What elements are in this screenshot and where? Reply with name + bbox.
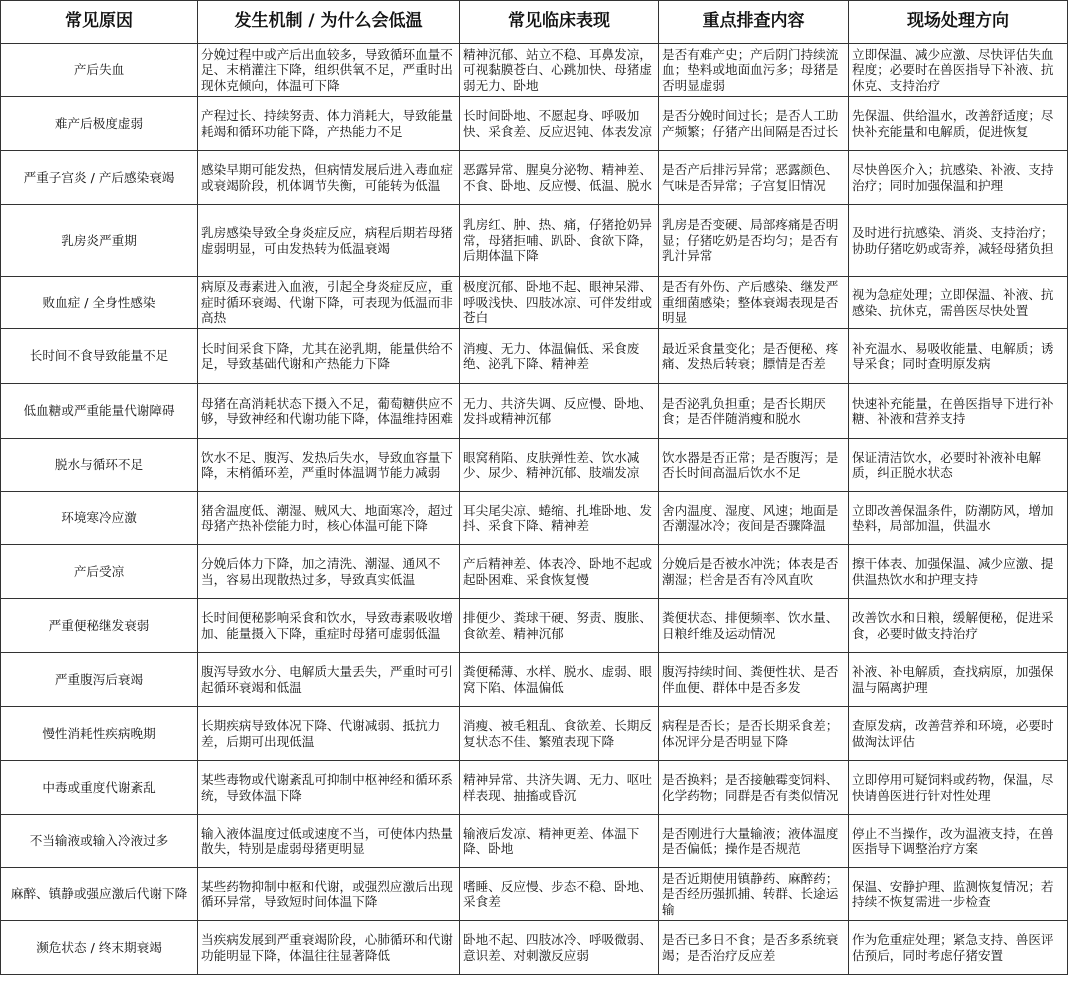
- cause-cell: 败血症 / 全身性感染: [1, 277, 198, 329]
- table-cell: 立即保温、减少应激、尽快评估失血程度；必要时在兽医指导下补液、抗休克、支持治疗: [849, 44, 1068, 97]
- table-cell: 消瘦、被毛粗乱、食欲差、长期反复状态不佳、繁殖表现下降: [460, 707, 659, 761]
- table-cell: 快速补充能量，在兽医指导下进行补糖、补液和营养支持: [849, 384, 1068, 439]
- table-row: [1, 384, 1068, 439]
- table-cell: 产程过长、持续努责、体力消耗大，导致能量耗竭和循环功能下降，产热能力不足: [198, 97, 460, 151]
- table-cell: 乳房红、肿、热、痛，仔猪抢奶异常，母猪拒哺、趴卧、食欲下降，后期体温下降: [460, 205, 659, 277]
- table-cell: 分娩后体力下降，加之清洗、潮湿、通风不当，容易出现散热过多，导致真实低温: [198, 545, 460, 599]
- table-cell: 极度沉郁、卧地不起、眼神呆滞、呼吸浅快、四肢冰凉、可伴发绀或苍白: [460, 277, 659, 329]
- column-header: 发生机制 / 为什么会低温: [198, 1, 460, 44]
- table-cell: 是否有难产史；产后阴门持续流血；垫料或地面血污多；母猪是否明显虚弱: [659, 44, 849, 97]
- cause-cell: 难产后极度虚弱: [1, 97, 198, 151]
- table-row: [1, 205, 1068, 277]
- table-cell: 卧地不起、四肢冰冷、呼吸微弱、意识差、对刺激反应弱: [460, 921, 659, 975]
- table-cell: 最近采食量变化；是否便秘、疼痛、发热后转衰；膘情是否差: [659, 329, 849, 384]
- table-cell: 立即改善保温条件，防潮防风，增加垫料，局部加温，供温水: [849, 492, 1068, 545]
- cause-cell: 脱水与循环不足: [1, 439, 198, 492]
- table-cell: 精神沉郁、站立不稳、耳鼻发凉，可视黏膜苍白、心跳加快、母猪虚弱无力、卧地: [460, 44, 659, 97]
- cause-cell: 严重子宫炎 / 产后感染衰竭: [1, 151, 198, 205]
- table-cell: 当疾病发展到严重衰竭阶段，心肺循环和代谢功能明显下降，体温往往显著降低: [198, 921, 460, 975]
- table-row: [1, 277, 1068, 329]
- table-cell: 病程是否长；是否长期采食差；体况评分是否明显下降: [659, 707, 849, 761]
- cause-cell: 严重便秘继发衰弱: [1, 599, 198, 653]
- table-cell: 及时进行抗感染、消炎、支持治疗；协助仔猪吃奶或寄养，减轻母猪负担: [849, 205, 1068, 277]
- table-row: [1, 815, 1068, 868]
- cause-cell: 濒危状态 / 终末期衰竭: [1, 921, 198, 975]
- cause-cell: 不当输液或输入冷液过多: [1, 815, 198, 868]
- table-cell: 查原发病，改善营养和环境，必要时做淘汰评估: [849, 707, 1068, 761]
- table-cell: 是否分娩时间过长；是否人工助产频繁；仔猪产出间隔是否过长: [659, 97, 849, 151]
- cause-cell: 乳房炎严重期: [1, 205, 198, 277]
- table-cell: 补充温水、易吸收能量、电解质；诱导采食；同时查明原发病: [849, 329, 1068, 384]
- table-cell: 视为急症处理；立即保温、补液、抗感染、抗休克，需兽医尽快处置: [849, 277, 1068, 329]
- table-cell: 饮水器是否正常；是否腹泻；是否长时间高温后饮水不足: [659, 439, 849, 492]
- table-cell: 分娩后是否被水冲洗；体表是否潮湿；栏舍是否有冷风直吹: [659, 545, 849, 599]
- cause-cell: 环境寒冷应激: [1, 492, 198, 545]
- table-cell: 分娩过程中或产后出血较多，导致循环血量不足、末梢灌注下降，组织供氧不足，严重时出现休克倾向，体温可下降: [198, 44, 460, 97]
- table-cell: 感染早期可能发热，但病情发展后进入毒血症或衰竭阶段，机体调节失衡，可能转为低温: [198, 151, 460, 205]
- table-cell: 长期疾病导致体况下降、代谢减弱、抵抗力差，后期可出现低温: [198, 707, 460, 761]
- table-cell: 某些毒物或代谢紊乱可抑制中枢神经和循环系统，导致体温下降: [198, 761, 460, 815]
- table-cell: 猪舍温度低、潮湿、贼风大、地面寒冷，超过母猪产热补偿能力时，核心体温可能下降: [198, 492, 460, 545]
- column-header: 现场处理方向: [849, 1, 1068, 44]
- table-cell: 是否换料；是否接触霉变饲料、化学药物；同群是否有类似情况: [659, 761, 849, 815]
- table-cell: 尽快兽医介入；抗感染、补液、支持治疗；同时加强保温和护理: [849, 151, 1068, 205]
- table-cell: 精神异常、共济失调、无力、呕吐样表现、抽搐或昏沉: [460, 761, 659, 815]
- table-cell: 是否产后排污异常；恶露颜色、气味是否异常；子宫复旧情况: [659, 151, 849, 205]
- table-cell: 输入液体温度过低或速度不当，可使体内热量散失，特别是虚弱母猪更明显: [198, 815, 460, 868]
- cause-cell: 中毒或重度代谢紊乱: [1, 761, 198, 815]
- table-cell: 停止不当操作，改为温液支持，在兽医指导下调整治疗方案: [849, 815, 1068, 868]
- table-cell: 是否泌乳负担重；是否长期厌食；是否伴随消瘦和脱水: [659, 384, 849, 439]
- table-cell: 某些药物抑制中枢和代谢，或强烈应激后出现循环异常，导致短时间体温下降: [198, 868, 460, 921]
- column-header: 常见原因: [1, 1, 198, 44]
- cause-cell: 严重腹泻后衰竭: [1, 653, 198, 707]
- table-row: [1, 151, 1068, 205]
- cause-cell: 产后失血: [1, 44, 198, 97]
- table-cell: 腹泻持续时间、粪便性状、是否伴血便、群体中是否多发: [659, 653, 849, 707]
- table-row: [1, 599, 1068, 653]
- table-cell: 作为危重症处理；紧急支持、兽医评估预后，同时考虑仔猪安置: [849, 921, 1068, 975]
- table-row: [1, 761, 1068, 815]
- cause-cell: 产后受凉: [1, 545, 198, 599]
- table-cell: 补液、补电解质，查找病原，加强保温与隔离护理: [849, 653, 1068, 707]
- table-row: [1, 492, 1068, 545]
- table-cell: 是否有外伤、产后感染、继发严重细菌感染；整体衰竭表现是否明显: [659, 277, 849, 329]
- table-row: [1, 545, 1068, 599]
- table-cell: 无力、共济失调、反应慢、卧地、发抖或精神沉郁: [460, 384, 659, 439]
- table-cell: 消瘦、无力、体温偏低、采食废绝、泌乳下降、精神差: [460, 329, 659, 384]
- column-header: 常见临床表现: [460, 1, 659, 44]
- table-cell: 嗜睡、反应慢、步态不稳、卧地、采食差: [460, 868, 659, 921]
- table-cell: 腹泻导致水分、电解质大量丢失，严重时可引起循环衰竭和低温: [198, 653, 460, 707]
- table-cell: 产后精神差、体表冷、卧地不起或起卧困难、采食恢复慢: [460, 545, 659, 599]
- cause-cell: 低血糖或严重能量代谢障碍: [1, 384, 198, 439]
- table-row: [1, 707, 1068, 761]
- header-row: [1, 1, 1068, 44]
- column-header: 重点排查内容: [659, 1, 849, 44]
- table-cell: 改善饮水和日粮，缓解便秘，促进采食，必要时做支持治疗: [849, 599, 1068, 653]
- table-cell: 是否近期使用镇静药、麻醉药；是否经历强抓捕、转群、长途运输: [659, 868, 849, 921]
- table-cell: 是否刚进行大量输液；液体温度是否偏低；操作是否规范: [659, 815, 849, 868]
- table-cell: 排便少、粪球干硬、努责、腹胀、食欲差、精神沉郁: [460, 599, 659, 653]
- cause-cell: 麻醉、镇静或强应激后代谢下降: [1, 868, 198, 921]
- table-row: [1, 44, 1068, 97]
- table-cell: 粪便稀薄、水样、脱水、虚弱、眼窝下陷、体温偏低: [460, 653, 659, 707]
- table-cell: 母猪在高消耗状态下摄入不足，葡萄糖供应不够，导致神经和代谢功能下降，体温维持困难: [198, 384, 460, 439]
- table-cell: 擦干体表、加强保温、减少应激、提供温热饮水和护理支持: [849, 545, 1068, 599]
- table-cell: 输液后发凉、精神更差、体温下降、卧地: [460, 815, 659, 868]
- table-cell: 立即停用可疑饲料或药物，保温，尽快请兽医进行针对性处理: [849, 761, 1068, 815]
- table-row: [1, 439, 1068, 492]
- table-row: [1, 97, 1068, 151]
- table-cell: 乳房是否变硬、局部疼痛是否明显；仔猪吃奶是否均匀；是否有乳汁异常: [659, 205, 849, 277]
- table-body: [1, 44, 1068, 975]
- table-cell: 乳房感染导致全身炎症反应，病程后期若母猪虚弱明显，可由发热转为低温衰竭: [198, 205, 460, 277]
- table-cell: 长时间采食下降，尤其在泌乳期，能量供给不足，导致基础代谢和产热能力下降: [198, 329, 460, 384]
- table-cell: 耳尖尾尖凉、蜷缩、扎堆卧地、发抖、采食下降、精神差: [460, 492, 659, 545]
- table-cell: 先保温、供给温水，改善舒适度；尽快补充能量和电解质，促进恢复: [849, 97, 1068, 151]
- cause-cell: 长时间不食导致能量不足: [1, 329, 198, 384]
- table-row: [1, 329, 1068, 384]
- table-cell: 长时间便秘影响采食和饮水，导致毒素吸收增加、能量摄入下降，重症时母猪可虚弱低温: [198, 599, 460, 653]
- cause-cell: 慢性消耗性疾病晚期: [1, 707, 198, 761]
- table-cell: 粪便状态、排便频率、饮水量、日粮纤维及运动情况: [659, 599, 849, 653]
- table-cell: 饮水不足、腹泻、发热后失水，导致血容量下降，末梢循环差，严重时体温调节能力减弱: [198, 439, 460, 492]
- table-cell: 恶露异常、腥臭分泌物、精神差、不食、卧地、反应慢、低温、脱水: [460, 151, 659, 205]
- table-row: [1, 921, 1068, 975]
- table-row: [1, 653, 1068, 707]
- table-cell: 病原及毒素进入血液，引起全身炎症反应，重症时循环衰竭、代谢下降，可表现为低温而非高热: [198, 277, 460, 329]
- table-cell: 舍内温度、湿度、风速；地面是否潮湿冰冷；夜间是否骤降温: [659, 492, 849, 545]
- table-row: [1, 868, 1068, 921]
- table-cell: 保温、安静护理、监测恢复情况；若持续不恢复需进一步检查: [849, 868, 1068, 921]
- table-cell: 眼窝稍陷、皮肤弹性差、饮水减少、尿少、精神沉郁、肢端发凉: [460, 439, 659, 492]
- table-cell: 是否已多日不食；是否多系统衰竭；是否治疗反应差: [659, 921, 849, 975]
- table-cell: 长时间卧地、不愿起身、呼吸加快、采食差、反应迟钝、体表发凉: [460, 97, 659, 151]
- table-cell: 保证清洁饮水，必要时补液补电解质，纠正脱水状态: [849, 439, 1068, 492]
